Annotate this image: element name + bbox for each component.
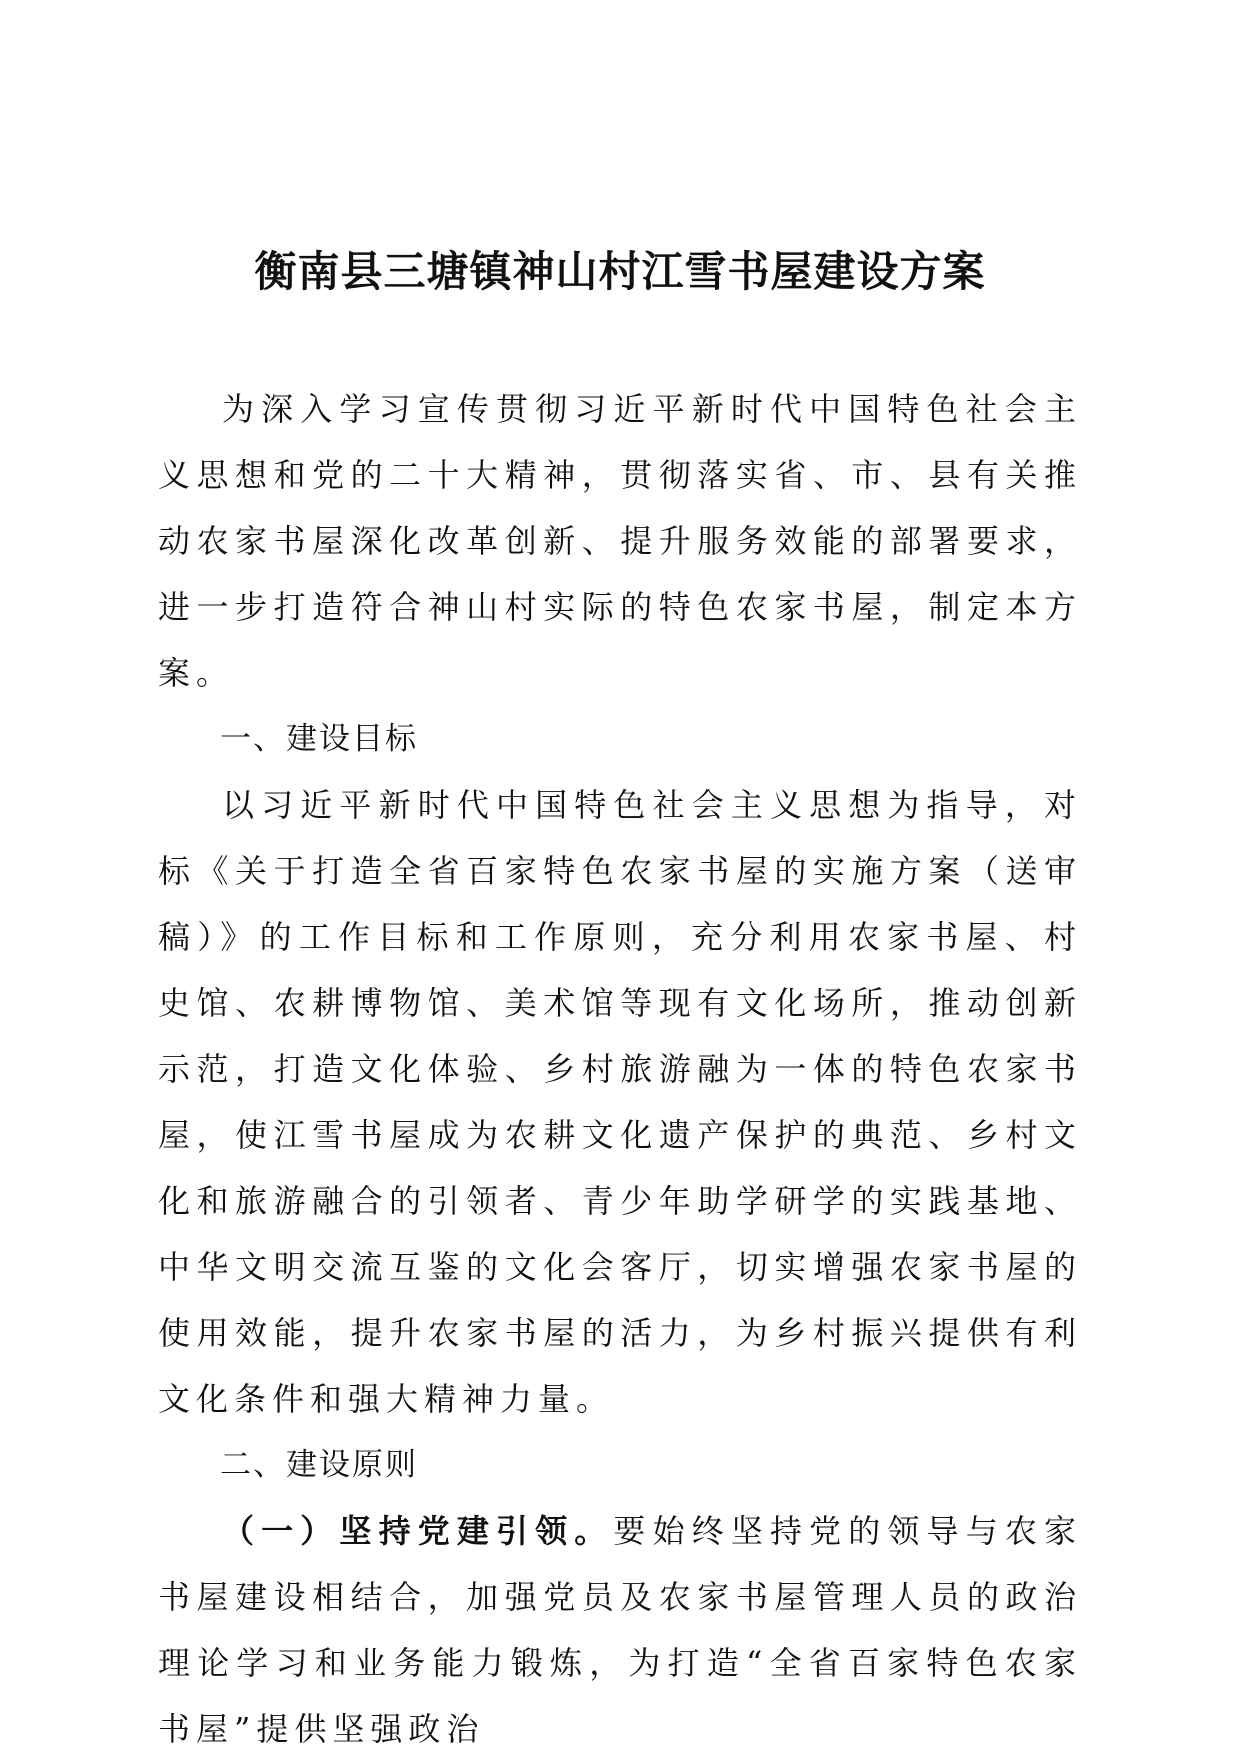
principle-item-1-lead: （一）坚持党建引领。 <box>222 1512 614 1550</box>
principle-item-1 <box>158 1498 1082 1762</box>
section-heading-principles: 二、建设原则 <box>220 1447 418 1483</box>
principle-item-1-text: 要始终坚持党的领导与农家书屋建设相结合，加强党员及农家书屋管理人员的政治理论学习和业务能力锻炼，为打造“全省百家特色农家书屋”提供坚强政治 <box>158 1512 1082 1748</box>
goals-paragraph: 以习近平新时代中国特色社会主义思想为指导，对标《关于打造全省百家特色农家书屋的实施方案（送审稿）》的工作目标和工作原则，充分利用农家书屋、村史馆、农耕博物馆、美术馆等现有文化场所，推动创新示范，打造文化体验、乡村旅游融为一体的特色农家书屋，使江雪书屋成为农耕文化遗产保护的典范、乡村文化和旅游融合的引领者、青少年助学研学的实践基地、中华文明交流互鉴的文化会客厅，切实增强农家书屋的使用效能，提升农家书屋的活力，为乡村振兴提供有利文化条件和强大精神力量。 <box>158 786 1082 1418</box>
intro-paragraph: 为深入学习宣传贯彻习近平新时代中国特色社会主义思想和党的二十大精神，贯彻落实省、市、县有关推动农家书屋深化改革创新、提升服务效能的部署要求，进一步打造符合神山村实际的特色农家书屋，制定本方案。 <box>158 390 1082 692</box>
section-heading-goals: 一、建设目标 <box>220 721 418 757</box>
document-body <box>158 376 1082 1762</box>
document-title: 衡南县三塘镇神山村江雪书屋建设方案 <box>254 247 986 296</box>
